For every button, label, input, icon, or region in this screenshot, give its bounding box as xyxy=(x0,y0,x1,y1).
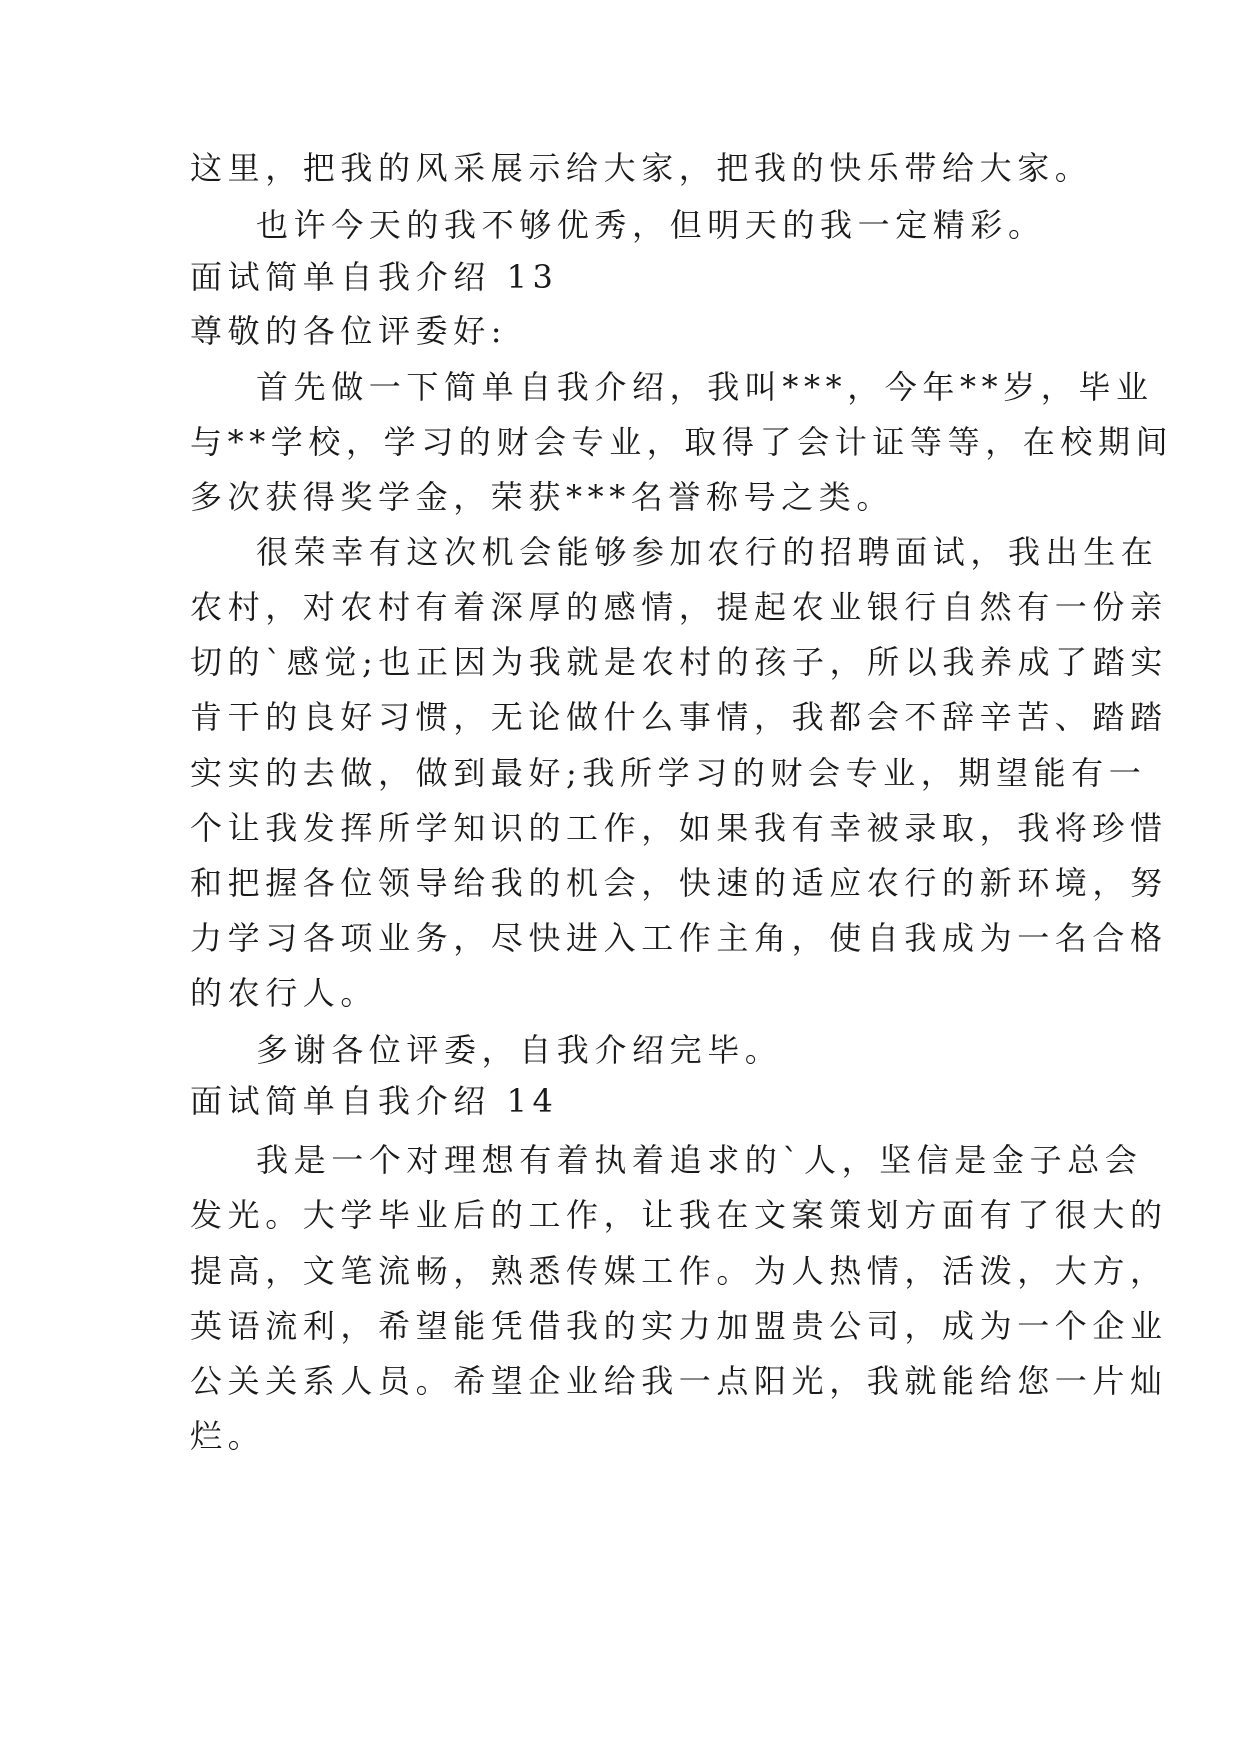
section-heading: 面试简单自我介绍 13 xyxy=(190,258,559,296)
paragraph-line: 农村，对农村有着深厚的感情，提起农业银行自然有一份亲 xyxy=(190,588,1168,626)
paragraph-line: 公关关系人员。希望企业给我一点阳光，我就能给您一片灿 xyxy=(190,1362,1168,1400)
paragraph-line: 提高，文笔流畅，熟悉传媒工作。为人热情，活泼，大方， xyxy=(190,1252,1168,1290)
paragraph-line: 多谢各位评委，自我介绍完毕。 xyxy=(256,1031,783,1069)
paragraph-line: 英语流利，希望能凭借我的实力加盟贵公司，成为一个企业 xyxy=(190,1307,1168,1345)
paragraph-line: 的农行人。 xyxy=(190,974,379,1012)
paragraph-line: 与**学校，学习的财会专业，取得了会计证等等，在校期间 xyxy=(190,423,1174,461)
section-heading: 面试简单自我介绍 14 xyxy=(190,1082,559,1120)
paragraph-line: 肯干的良好习惯，无论做什么事情，我都会不辞辛苦、踏踏 xyxy=(190,698,1168,736)
paragraph-line: 和把握各位领导给我的机会，快速的适应农行的新环境，努 xyxy=(190,864,1168,902)
paragraph-line: 发光。大学毕业后的工作，让我在文案策划方面有了很大的 xyxy=(190,1196,1168,1234)
paragraph-line: 力学习各项业务，尽快进入工作主角，使自我成为一名合格 xyxy=(190,919,1168,957)
paragraph-line: 首先做一下简单自我介绍，我叫***，今年**岁，毕业 xyxy=(256,368,1154,406)
paragraph-line: 切的`感觉;也正因为我就是农村的孩子，所以我养成了踏实 xyxy=(190,643,1168,681)
paragraph-line: 个让我发挥所学知识的工作，如果我有幸被录取，我将珍惜 xyxy=(190,809,1168,847)
paragraph-line: 很荣幸有这次机会能够参加农行的招聘面试，我出生在 xyxy=(256,533,1159,571)
paragraph-line: 我是一个对理想有着执着追求的`人，坚信是金子总会 xyxy=(256,1141,1143,1179)
paragraph-line: 多次获得奖学金，荣获***名誉称号之类。 xyxy=(190,478,895,516)
paragraph-line: 也许今天的我不够优秀，但明天的我一定精彩。 xyxy=(256,206,1046,244)
salutation-line: 尊敬的各位评委好: xyxy=(190,312,508,350)
paragraph-line: 烂。 xyxy=(190,1417,266,1455)
paragraph-line: 实实的去做，做到最好;我所学习的财会专业，期望能有一 xyxy=(190,754,1147,792)
paragraph-line: 这里，把我的风采展示给大家，把我的快乐带给大家。 xyxy=(190,149,1093,187)
